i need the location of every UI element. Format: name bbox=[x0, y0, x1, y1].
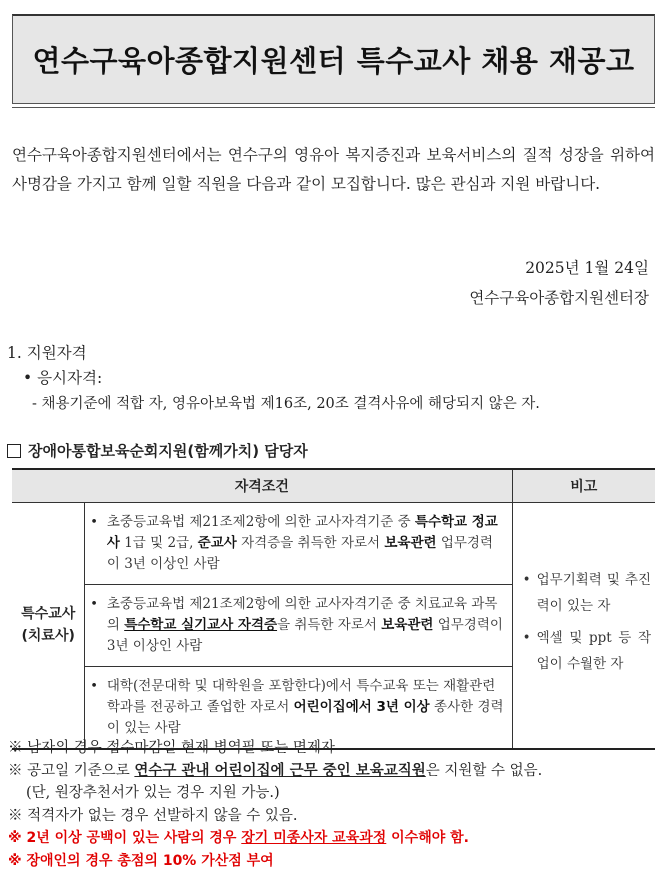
condition-bold: 특수학교 실기교사 자격증 bbox=[124, 616, 278, 633]
announcement-date: 2025년 1월 24일 bbox=[525, 259, 649, 277]
footer-line-military: ※ 남자의 경우 접수마감일 현재 병역필 또는 면제자 bbox=[8, 740, 335, 756]
role-heading-text: 장애아통합보육순회지원(함께가치) 담당자 bbox=[28, 442, 308, 460]
intro-paragraph: 연수구육아종합지원센터에서는 연수구의 영유아 복지증진과 보육서비스의 질적 성장을 위하여 사명감을 가지고 함께 일할 직원을 다음과 같이 모집합니다. 많은 관심과 지원 바랍니다. bbox=[12, 146, 655, 193]
bullet-icon: • bbox=[522, 630, 531, 646]
condition-bold: 보육관련 bbox=[381, 616, 434, 633]
footer-text: ※ 공고일 기준으로 bbox=[8, 762, 135, 779]
note-item bbox=[523, 567, 651, 619]
condition-bold: 어린이집에서 3년 이상 bbox=[293, 698, 430, 715]
category-cell bbox=[12, 502, 85, 749]
condition-item bbox=[103, 584, 512, 666]
footer-text: ※ 2년 이상 공백이 있는 사람의 경우 bbox=[8, 830, 242, 847]
footer-emphasis: 연수구 관내 어린이집에 근무 중인 보육교직원 bbox=[134, 762, 426, 779]
condition-item bbox=[103, 502, 512, 584]
condition-bold: 준교사 bbox=[197, 534, 237, 551]
note-text: 엑셀 및 ppt 등 작업이 수월한 자 bbox=[536, 630, 651, 672]
condition-bold: 특수학교 정교사 bbox=[106, 513, 498, 551]
condition-text: 을 취득한 자로서 bbox=[277, 616, 382, 633]
title-banner bbox=[12, 14, 655, 104]
bullet-icon: • bbox=[522, 572, 531, 588]
footer-line-no-candidate: ※ 적격자가 없는 경우 선발하지 않을 수 있음. bbox=[8, 807, 298, 824]
page-title: 연수구육아종합지원센터 특수교사 채용 재공고 bbox=[32, 44, 635, 78]
bullet-icon: • bbox=[85, 502, 103, 584]
footer-line-restriction bbox=[8, 760, 658, 783]
footer-line-exception: (단, 원장추천서가 있는 경우 지원 가능.) bbox=[26, 785, 280, 802]
role-heading bbox=[7, 440, 308, 461]
condition-text: 업무경력이 3년 이상인 사람 bbox=[106, 616, 503, 654]
bullet-icon: • bbox=[85, 584, 103, 666]
section-heading-qualifications: 1. 지원자격 bbox=[7, 344, 87, 362]
note-item bbox=[523, 625, 651, 677]
qualification-bullet: • 응시자격: bbox=[23, 369, 103, 387]
condition-bold: 보육관련 bbox=[384, 534, 437, 551]
footer-line-disability-bonus: ※ 장애인의 경우 총점의 10% 가산점 부여 bbox=[8, 852, 274, 869]
footer-line-training bbox=[8, 827, 658, 850]
header-conditions: 자격조건 bbox=[12, 469, 512, 502]
condition-text: 자격증을 취득한 자로서 bbox=[236, 534, 385, 551]
category-label: 특수교사 (치료사) bbox=[21, 606, 76, 644]
qualification-detail: - 채용기준에 적합 자, 영유아보육법 제16조, 20조 결격사유에 해당되지 않은 자. bbox=[32, 396, 540, 412]
footer-emphasis: 장기 미종사자 교육과정 bbox=[241, 830, 387, 847]
table-header-row bbox=[12, 469, 655, 502]
footer-notes bbox=[8, 737, 658, 873]
condition-text: 종사한 경력이 있는 사람 bbox=[106, 698, 504, 736]
footer-text: 이수해야 함. bbox=[386, 830, 469, 847]
condition-text: 초중등교육법 제21조제2항에 의한 교사자격기준 중 bbox=[106, 513, 415, 530]
note-text: 업무기획력 및 추진력이 있는 자 bbox=[536, 572, 651, 614]
condition-text: 1급 및 2급, bbox=[119, 534, 198, 551]
organization-signature: 연수구육아종합지원센터장 bbox=[469, 289, 649, 307]
qualification-table bbox=[12, 468, 655, 750]
header-notes: 비고 bbox=[512, 469, 655, 502]
notes-cell bbox=[512, 502, 655, 749]
checkbox-square-icon bbox=[7, 444, 21, 458]
table-row bbox=[12, 502, 655, 584]
bullet-icon: • bbox=[85, 666, 103, 749]
footer-text: 은 지원할 수 없음. bbox=[425, 762, 543, 779]
condition-text: 대학(전문대학 및 대학원을 포함한다)에서 특수교육 또는 재활관련 학과를 전공하고 졸업한 자로서 bbox=[106, 677, 496, 715]
condition-text: 업무경력이 3년 이상인 사람 bbox=[106, 534, 494, 572]
condition-text: 초중등교육법 제21조제2항에 의한 교사자격기준 중 치료교육 과목의 bbox=[106, 595, 498, 633]
